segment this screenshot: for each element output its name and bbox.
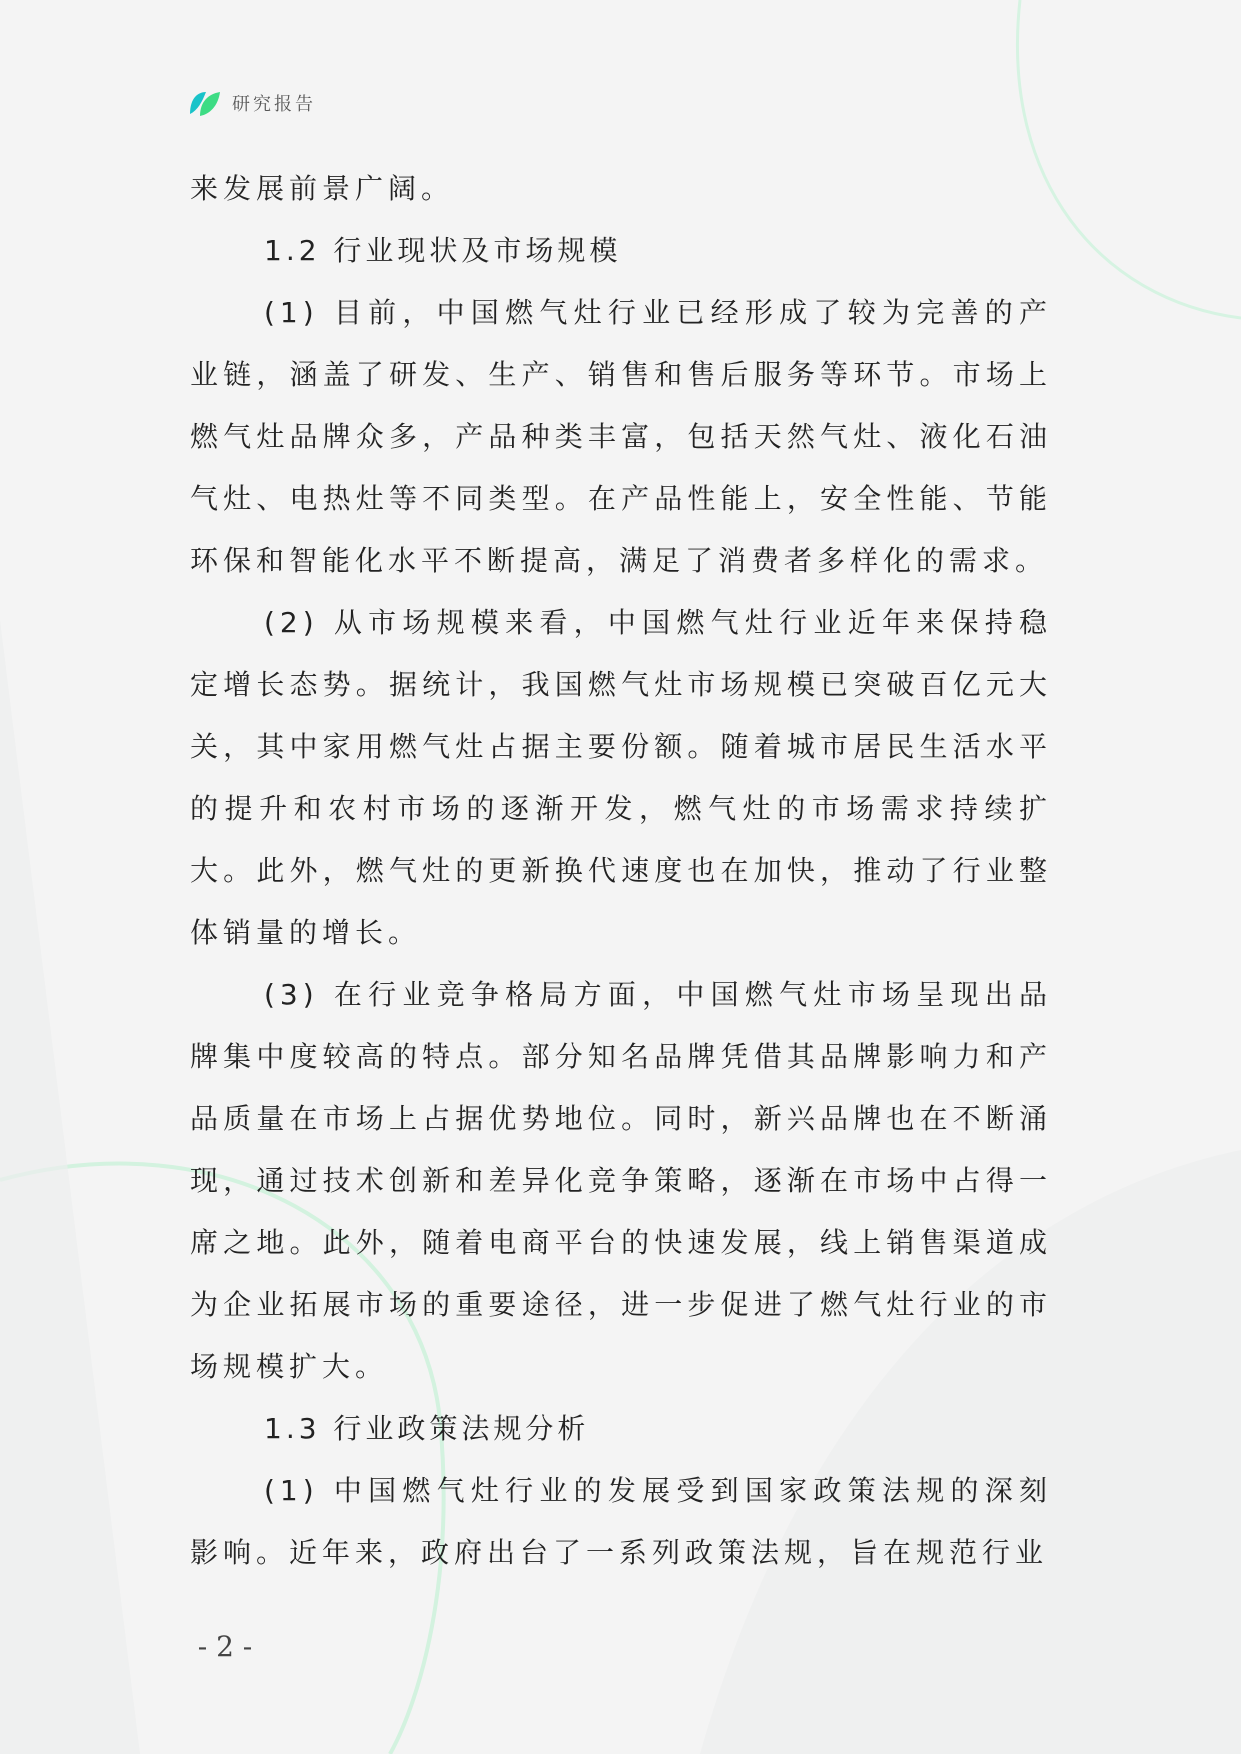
header-title: 研究报告: [232, 94, 316, 115]
paragraph-continuation: 来发展前景广阔。: [190, 172, 455, 205]
paragraph-2: (2) 从市场规模来看，中国燃气灶行业近年来保持稳定增长态势。据统计，我国燃气灶市场规模已突破百亿元大关，其中家用燃气灶占据主要份额。随着城市居民生活水平的提升和农村市场的逐渐开发，燃气灶的市场需求持续扩大。此外，燃气灶的更新换代速度也在加快，推动了行业整体销量的增长。: [190, 606, 1052, 949]
paragraph-1: (1) 目前，中国燃气灶行业已经形成了较为完善的产业链，涵盖了研发、生产、销售和售后服务等环节。市场上燃气灶品牌众多，产品种类丰富，包括天然气灶、液化石油气灶、电热灶等不同类型。在产品性能上，安全性能、节能环保和智能化水平不断提高，满足了消费者多样化的需求。: [190, 296, 1052, 577]
paragraph-3: (3) 在行业竞争格局方面，中国燃气灶市场呈现出品牌集中度较高的特点。部分知名品牌凭借其品牌影响力和产品质量在市场上占据优势地位。同时，新兴品牌也在不断涌现，通过技术创新和差异化竞争策略，逐渐在市场中占得一席之地。此外，随着电商平台的快速发展，线上销售渠道成为企业拓展市场的重要途径，进一步促进了燃气灶行业的市场规模扩大。: [190, 978, 1052, 1383]
section-heading-1-2: 1.2 行业现状及市场规模: [264, 234, 622, 267]
document-body: [190, 158, 1052, 1584]
section-heading-1-3: 1.3 行业政策法规分析: [264, 1412, 590, 1445]
page-number: - 2 -: [197, 1630, 253, 1663]
paragraph-4: (1) 中国燃气灶行业的发展受到国家政策法规的深刻影响。近年来，政府出台了一系列政策法规，旨在规范行业: [190, 1474, 1052, 1569]
leaf-logo-icon: [188, 88, 222, 118]
report-header: [188, 88, 316, 118]
